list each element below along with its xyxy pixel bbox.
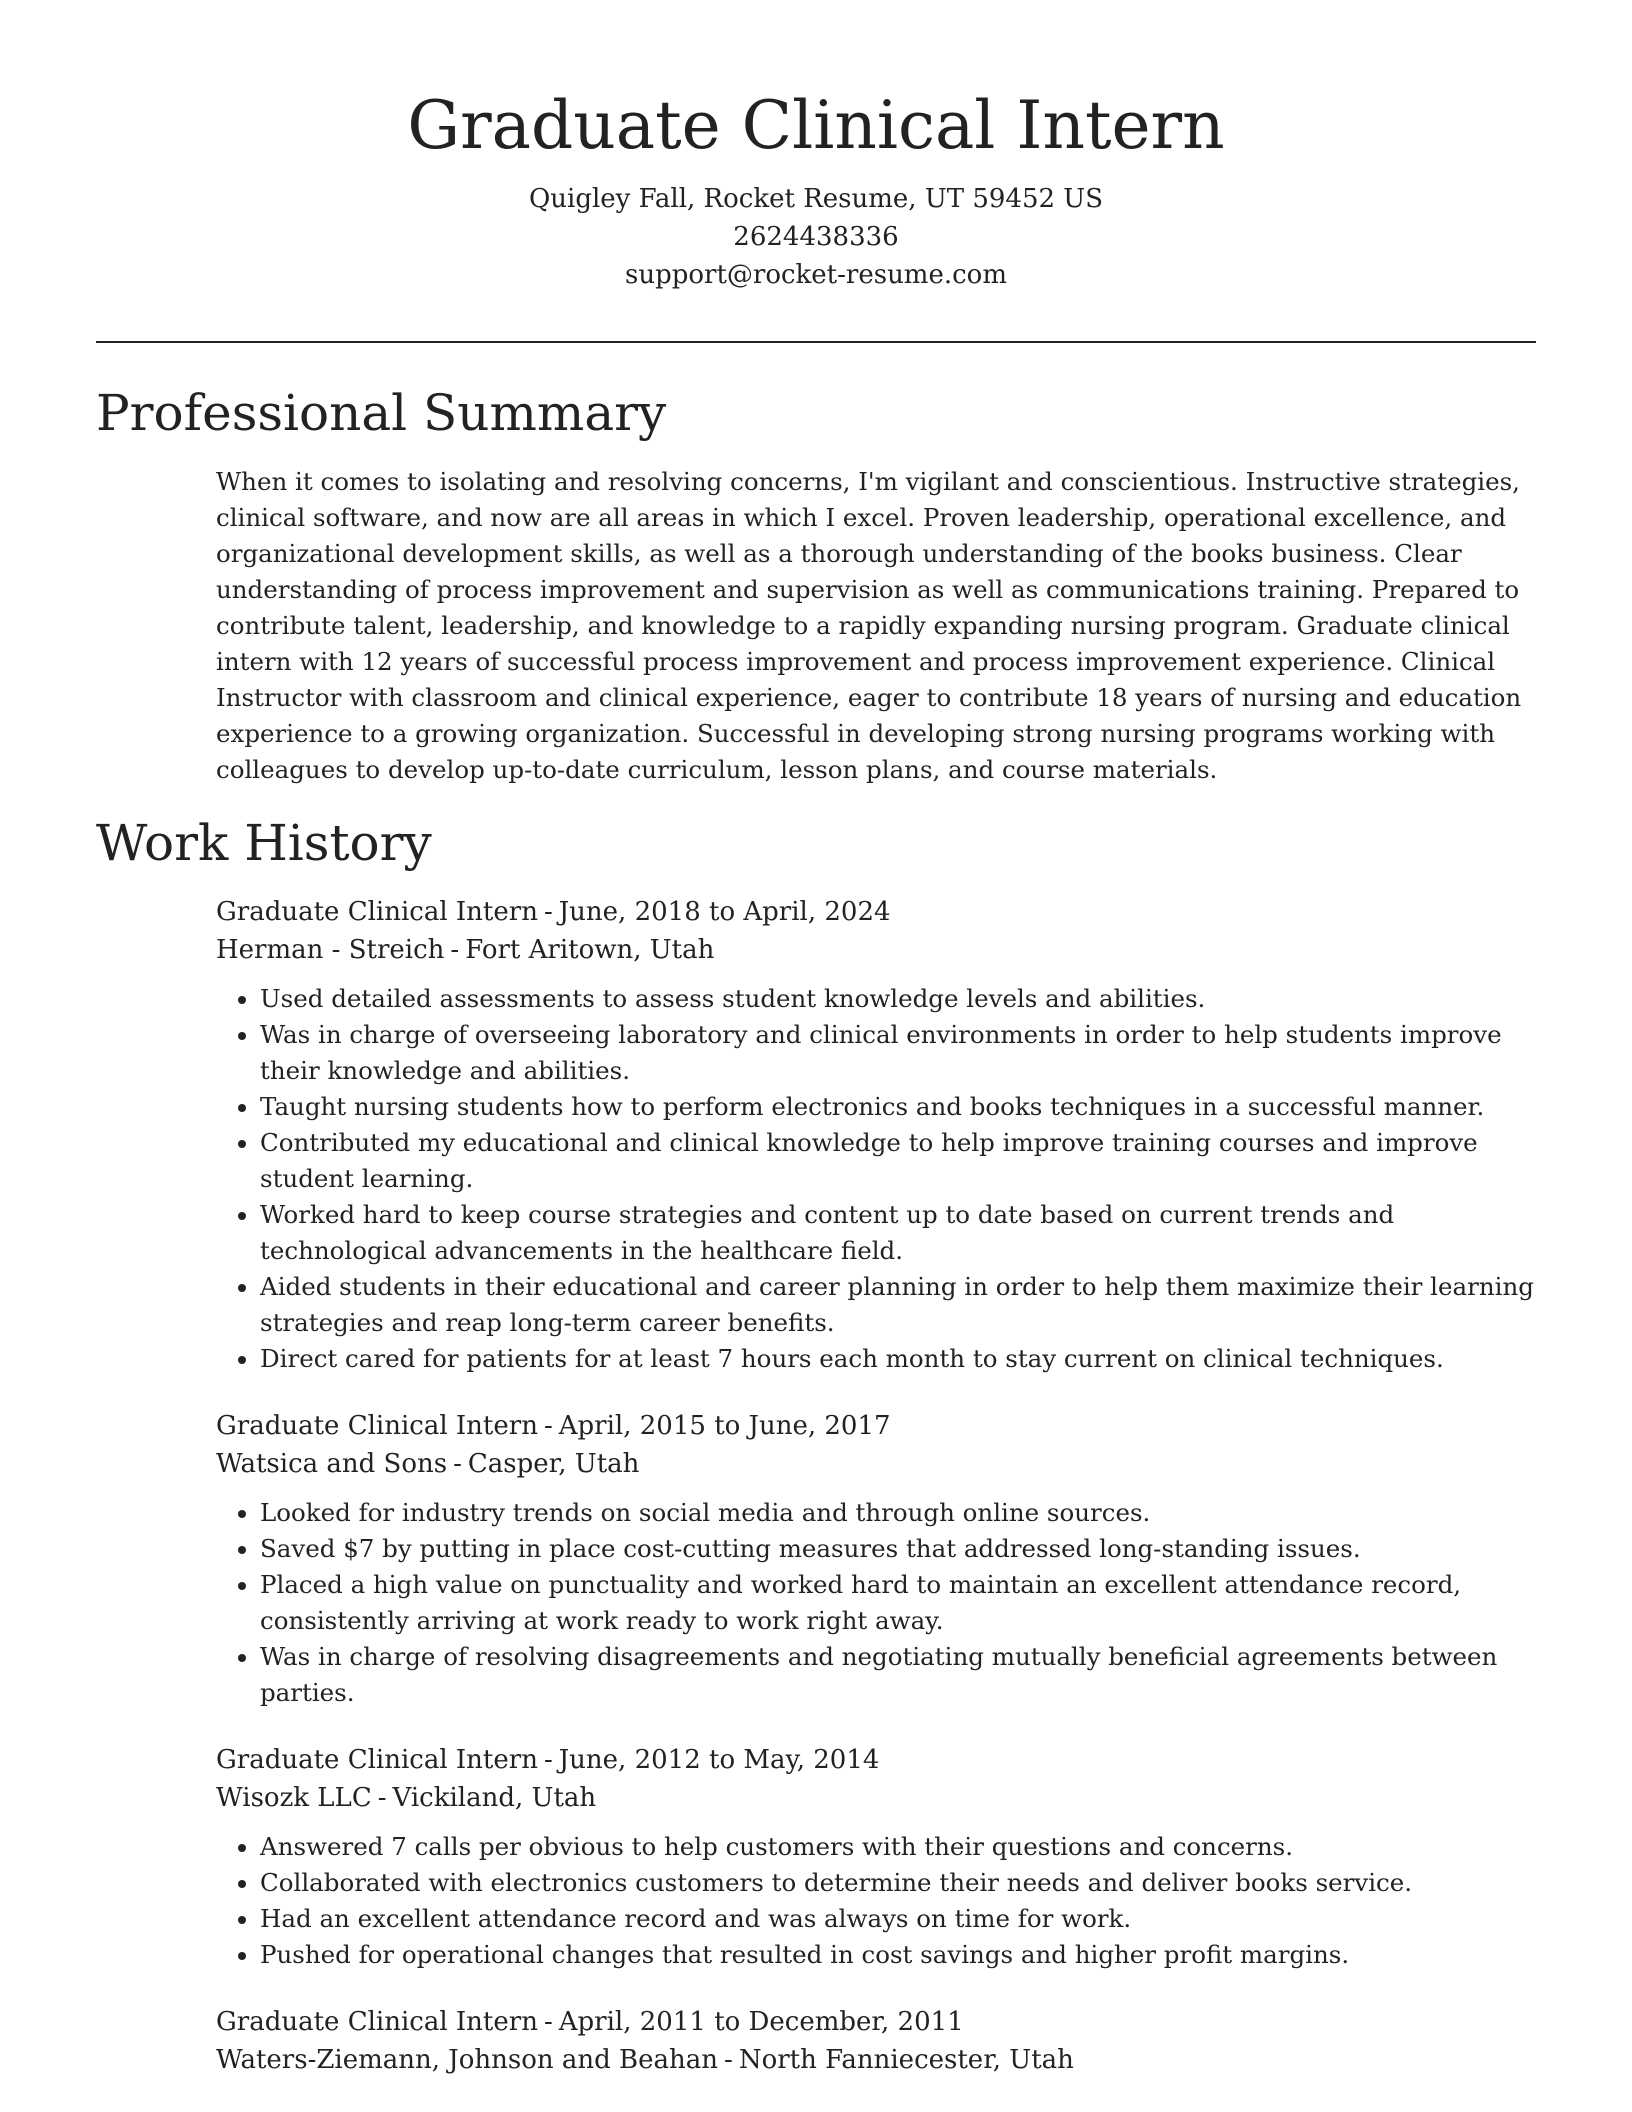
contact-address: Quigley Fall, Rocket Resume, UT 59452 US — [528, 184, 1104, 214]
job-bullet: • Looked for industry trends on social media and through online sources. — [260, 1495, 1536, 1531]
job-company-line: Herman - Streich - Fort Aritown, Utah — [216, 935, 715, 965]
job-entry — [216, 893, 1536, 1377]
job-title-line: Graduate Clinical Intern - April, 2015 to June, 2017 — [216, 1411, 891, 1441]
job-location: North Fanniecester, Utah — [738, 2045, 1074, 2075]
job-company: Waters-Ziemann, Johnson and Beahan — [216, 2045, 719, 2075]
job-location: Casper, Utah — [467, 1449, 640, 1479]
summary-heading: Professional Summary — [96, 384, 667, 442]
contact-email: support@rocket-resume.com — [624, 260, 1007, 290]
job-bullet: • Answered 7 calls per obvious to help customers with their questions and concerns. — [260, 1829, 1536, 1865]
job-dates: June, 2012 to May, 2014 — [558, 1745, 880, 1775]
job-location: Vickiland, Utah — [392, 1783, 597, 1813]
job-title-line: Graduate Clinical Intern - April, 2011 to December, 2011 — [216, 2007, 964, 2037]
contact-phone: 2624438336 — [733, 222, 899, 252]
job-bullet: • Worked hard to keep course strategies and content up to date based on current trends and technological advancements in the healthcare field. — [260, 1197, 1536, 1269]
resume-header — [0, 0, 1632, 294]
job-bullet: • Collaborated with electronics customers to determine their needs and deliver books service. — [260, 1865, 1536, 1901]
contact-info — [0, 180, 1632, 294]
job-company: Watsica and Sons — [216, 1449, 448, 1479]
job-title-line: Graduate Clinical Intern - June, 2012 to May, 2014 — [216, 1745, 880, 1775]
job-entry — [216, 1741, 1536, 1973]
job-bullet: • Pushed for operational changes that resulted in cost savings and higher profit margins. — [260, 1937, 1536, 1973]
job-company-line: Watsica and Sons - Casper, Utah — [216, 1449, 640, 1479]
job-bullet: • Contributed my educational and clinical knowledge to help improve training courses and improve student learning. — [260, 1125, 1536, 1197]
job-bullet: • Saved $7 by putting in place cost-cutting measures that addressed long-standing issues. — [260, 1531, 1536, 1567]
work-history-list — [216, 893, 1536, 2109]
job-bullet: • Was in charge of overseeing laboratory and clinical environments in order to help students improve their knowledge and abilities. — [260, 1017, 1536, 1089]
job-company: Wisozk LLC — [216, 1783, 372, 1813]
summary-text: When it comes to isolating and resolving concerns, I'm vigilant and conscientious. Instructive strategies, clinical software, and now are all areas in which I excel. Proven leadership, operational excellence, and organizational development skills, as well as a thorough understanding of the books business. Clear understanding of process improvement and supervision as well as communications training. Prepared to contribute talent, leadership, and knowledge to a rapidly expanding nursing program. Graduate clinical intern with 12 years of successful process improvement and process improvement experience. Clinical Instructor with classroom and clinical experience, eager to contribute 18 years of nursing and education experience to a growing organization. Successful in developing strong nursing programs working with colleagues to develop up-to-date curriculum, lesson plans, and course materials. — [216, 467, 1522, 784]
job-dates: June, 2018 to April, 2024 — [558, 897, 891, 927]
candidate-name: Graduate Clinical Intern — [407, 87, 1225, 164]
job-bullet: • Used detailed assessments to assess student knowledge levels and abilities. — [260, 981, 1536, 1017]
job-title-line: Graduate Clinical Intern - June, 2018 to April, 2024 — [216, 897, 891, 927]
job-bullet: • Was in charge of resolving disagreements and negotiating mutually beneficial agreements between parties. — [260, 1639, 1536, 1711]
job-entry — [216, 1407, 1536, 1711]
job-company-line: Waters-Ziemann, Johnson and Beahan - North Fanniecester, Utah — [216, 2045, 1074, 2075]
work-history-heading: Work History — [96, 814, 432, 872]
job-entry — [216, 2003, 1536, 2079]
job-bullet: • Placed a high value on punctuality and worked hard to maintain an excellent attendance record, consistently arriving at work ready to work right away. — [260, 1567, 1536, 1639]
job-dates: April, 2015 to June, 2017 — [558, 1411, 891, 1441]
job-role: Graduate Clinical Intern — [216, 1745, 538, 1775]
job-location: Fort Aritown, Utah — [465, 935, 715, 965]
job-dates: April, 2011 to December, 2011 — [558, 2007, 964, 2037]
job-role: Graduate Clinical Intern — [216, 1411, 538, 1441]
job-role: Graduate Clinical Intern — [216, 2007, 538, 2037]
job-company-line: Wisozk LLC - Vickiland, Utah — [216, 1783, 597, 1813]
job-company: Herman - Streich — [216, 935, 445, 965]
job-bullet: • Direct cared for patients for at least 7 hours each month to stay current on clinical techniques. — [260, 1341, 1536, 1377]
job-bullets — [216, 1495, 1536, 1711]
job-bullets — [216, 1829, 1536, 1973]
job-role: Graduate Clinical Intern — [216, 897, 538, 927]
header-divider — [96, 341, 1536, 343]
job-bullets — [216, 981, 1536, 1377]
job-bullet: • Had an excellent attendance record and was always on time for work. — [260, 1901, 1536, 1937]
job-bullet: • Aided students in their educational and career planning in order to help them maximize their learning strategies and reap long-term career benefits. — [260, 1269, 1536, 1341]
job-bullet: • Taught nursing students how to perform electronics and books techniques in a successful manner. — [260, 1089, 1536, 1125]
